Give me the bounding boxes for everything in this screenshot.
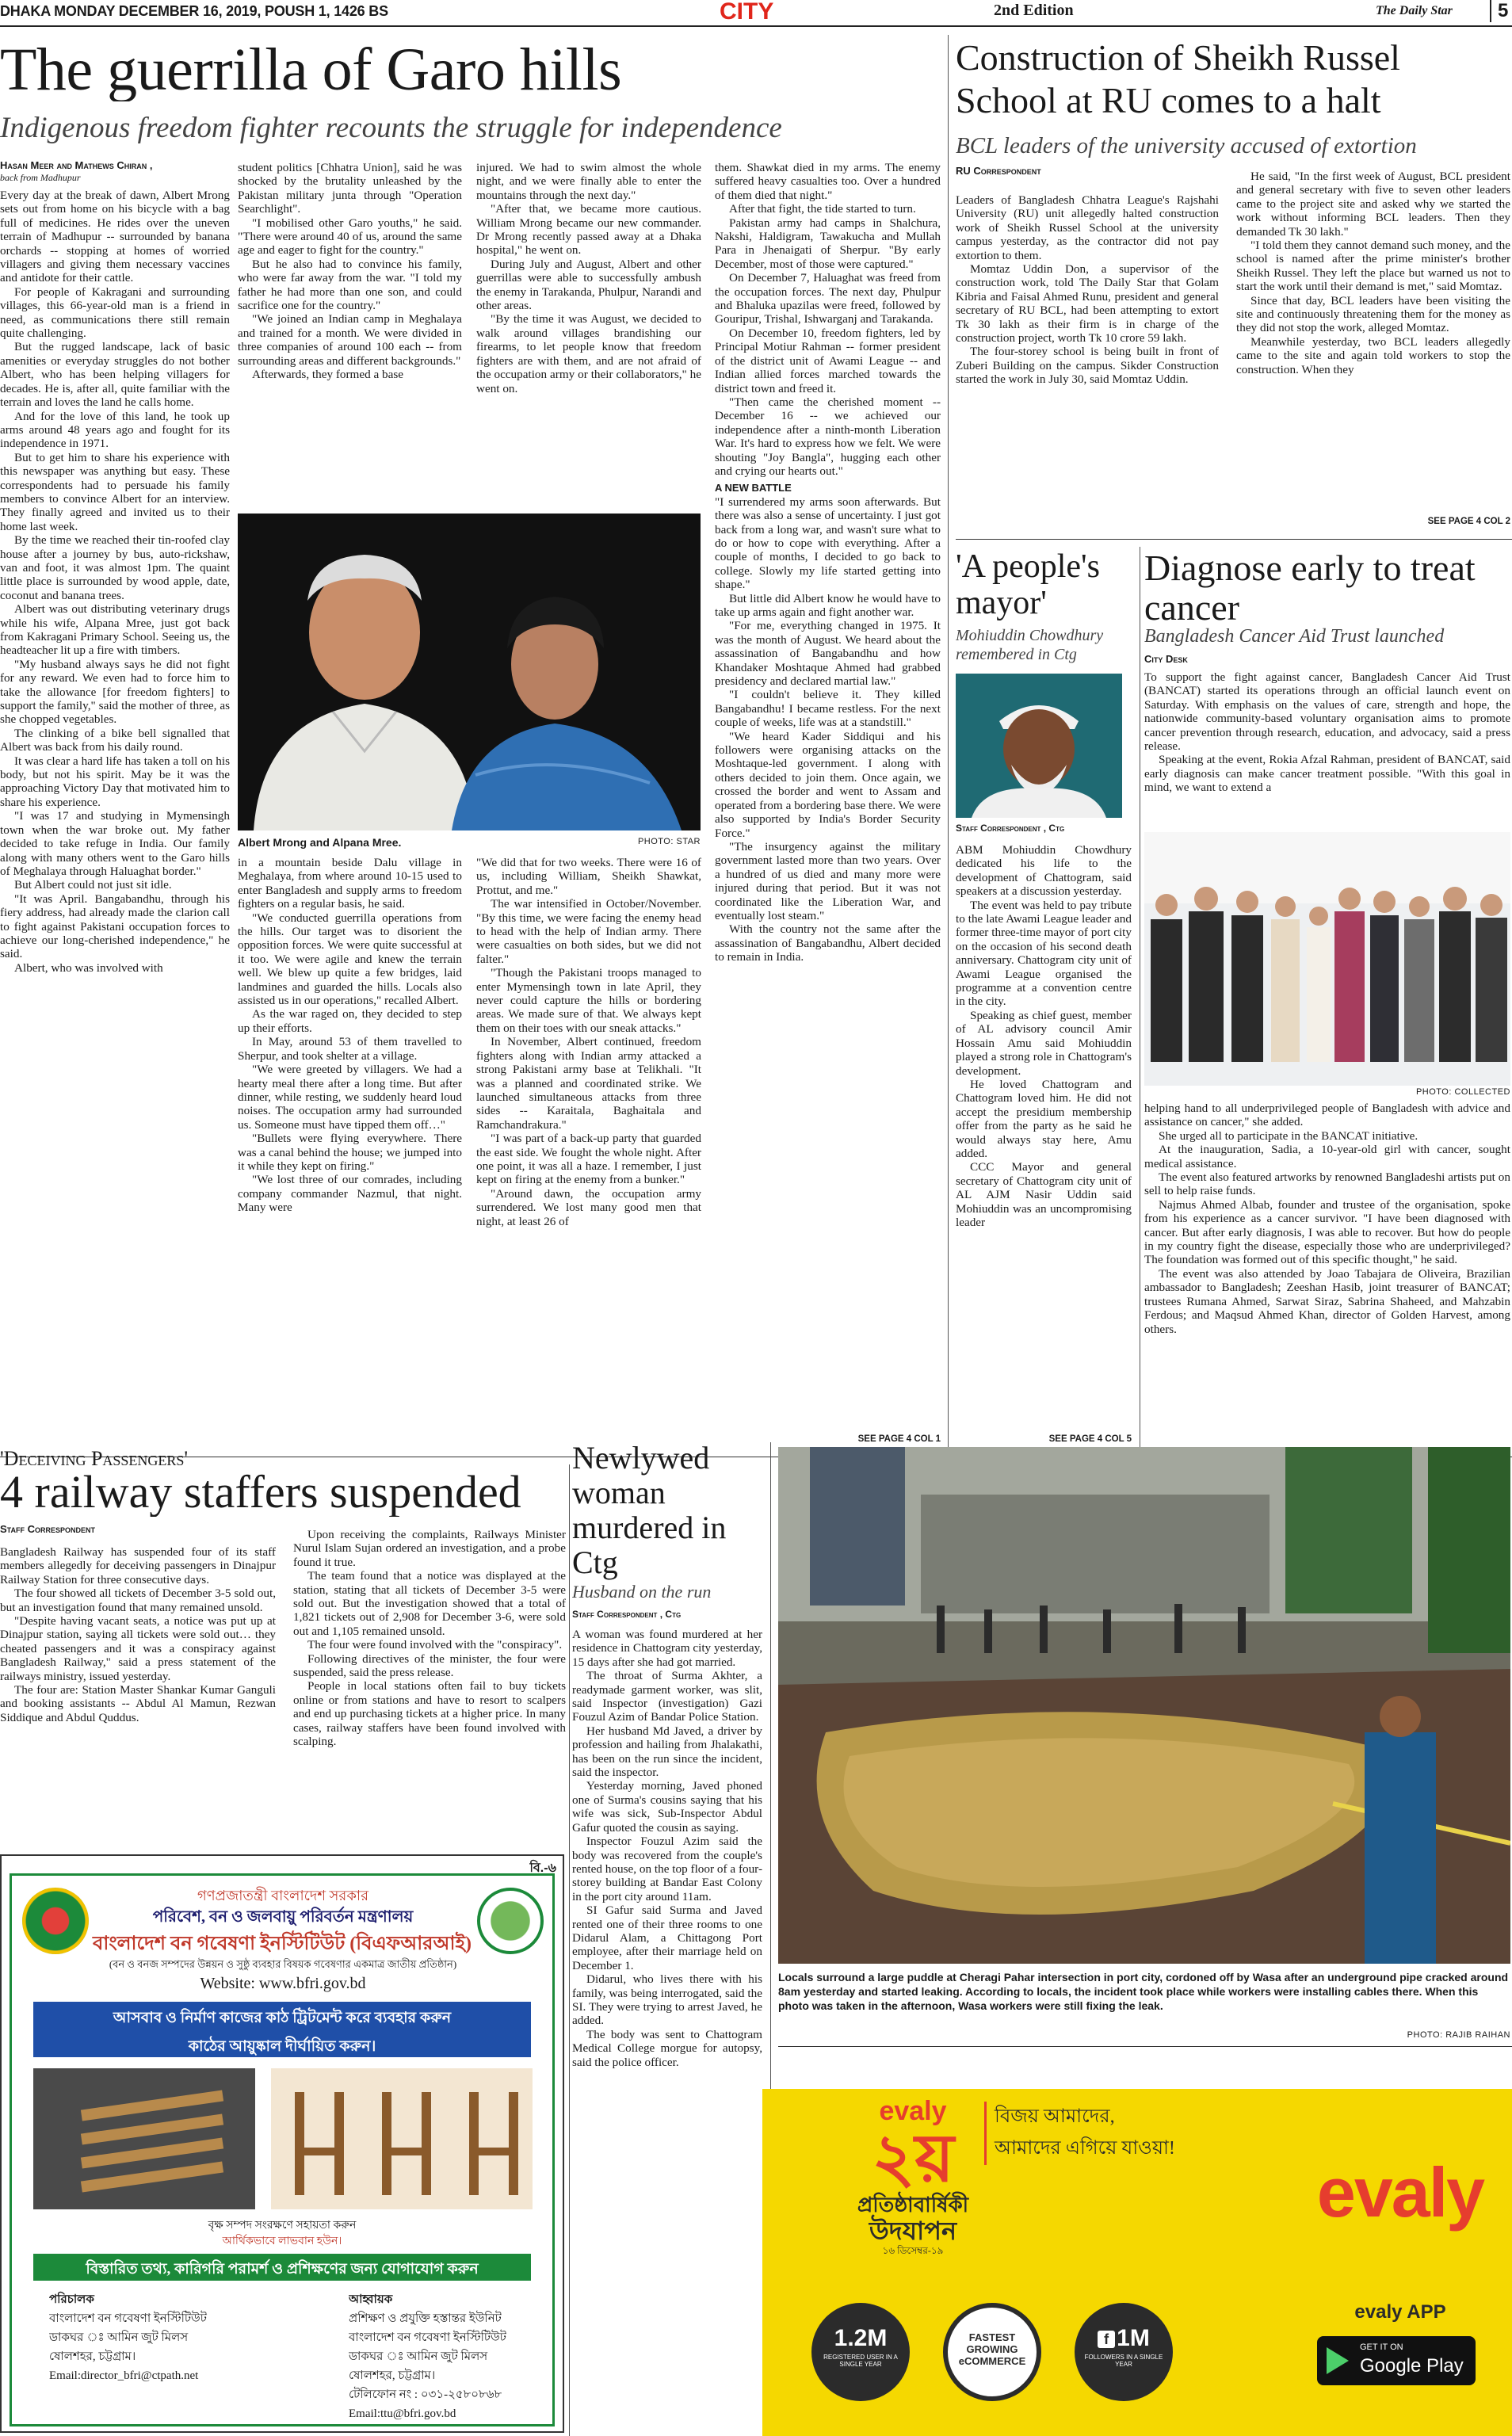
paragraph: The throat of Surma Akhter, a readymade garment worker, was slit, said Inspector (investigation) Gazi Fouzul Azim of Bandar Police Station. bbox=[572, 1669, 762, 1724]
paragraph: Albert, who was involved with bbox=[14, 960, 163, 975]
paragraph: Speaking as chief guest, member of AL advisory council Amir Hossain Amu said Mohiuddin played a strong role in Chattogram's development. bbox=[956, 1008, 1132, 1078]
evaly-stat-growth-l2: GROWING bbox=[966, 2343, 1018, 2355]
paragraph: For people of Kakragani and surrounding villages, this 66-year-old man is a friend in need, as communications there still remain quite challenging. bbox=[0, 284, 230, 341]
evaly-app-label: evaly APP bbox=[1354, 2301, 1446, 2323]
woman-byline: Staff Correspondent , Ctg bbox=[572, 1609, 682, 1620]
masthead-date: DHAKA MONDAY DECEMBER 16, 2019, POUSH 1, 1426 BS bbox=[0, 3, 388, 19]
puddle-caption: Locals surround a large puddle at Cheragi Pahar intersection in port city, cordoned off by Wasa after an underground pipe cracked around 8am yesterday and started leaking. According to locals, the incident took place while workers were installing cables there. When this photo was taken in the afternoon, Wasa workers were still fixing the leak. bbox=[778, 1971, 1509, 2012]
evaly-anniversary-badge bbox=[834, 2097, 992, 2274]
garo-photo-credit: PHOTO: STAR bbox=[637, 837, 701, 846]
bfri-left-line: ষোলশহর, চট্টগ্রাম। bbox=[49, 2350, 136, 2363]
paragraph: Albert was out distributing veterinary drugs while his wife, Alpana Mree, just got back from Kakragani Primary School. Seeing us, the headteacher lit up a fire with timbers. bbox=[0, 602, 230, 658]
masthead-section: CITY bbox=[720, 0, 774, 25]
bfri-tagline: (বন ও বনজ সম্পদের উন্নয়ন ও সুষ্ঠু ব্যবহার বিষয়ক গবেষণার একমাত্র জাতীয় প্রতিষ্ঠান) bbox=[109, 1958, 457, 1970]
paragraph: And for the love of this land, he took up arms around 48 years ago and fought for its independence in 1971. bbox=[0, 409, 230, 451]
evaly-badge-line1: প্রতিষ্ঠাবার্ষিকী bbox=[857, 2194, 969, 2216]
bfri-website[interactable]: Website: www.bfri.gov.bd bbox=[200, 1975, 366, 1992]
albert-alpana-photo bbox=[238, 514, 701, 830]
russel-col1 bbox=[956, 193, 1219, 529]
mayor-continued[interactable]: SEE PAGE 4 COL 5 bbox=[1048, 1434, 1132, 1444]
evaly-tagline-line2: আমাদের এগিয়ে যাওয়া! bbox=[995, 2138, 1175, 2159]
paragraph: Afterwards, they formed a base bbox=[252, 368, 404, 382]
railway-col1 bbox=[0, 1545, 276, 1842]
paragraph: "My husband always says he did not fight for any reward. We even had to force him to take the allowance [for freedom fighters] to support the family," said the mother of three, as she chopped vegetables. bbox=[0, 657, 230, 727]
paragraph: "I surrendered my arms soon afterwards. But there was also a sense of uncertainty. I just got back from a long war, and wasn't sure what to do or how to cope with everything. After a couple of months, I decided to go back to college. Slowly my life started getting into shape." bbox=[715, 494, 941, 592]
paragraph: In May, around 53 of them travelled to Sherpur, and took shelter at a village. bbox=[238, 1035, 462, 1063]
paragraph: He said, "In the first week of August, BCL president and general secretary with five to seven other leaders came to the project site and asked why we started the work without informing BCL leaders. Then they demanded Tk 30 lakh." bbox=[1236, 170, 1510, 239]
paragraph: At the inauguration, Sadia, a 10-year-old girl with cancer, sought medical assistance. bbox=[1144, 1143, 1510, 1170]
google-play-big: Google Play bbox=[1360, 2355, 1464, 2377]
paragraph: Didarul, who lives there with his family, was being interrogated, said the SI. They were trying to arrest Javed, he added. bbox=[572, 1972, 762, 2028]
paragraph: As the war raged on, they decided to step up their efforts. bbox=[238, 1007, 462, 1035]
paragraph: "I was part of a back-up party that guarded the east side. We fought the whole night. After one point, it was all a haze. I remember, I just kept on firing at the enemy from a bunker." bbox=[476, 1132, 701, 1187]
paragraph: Momtaz Uddin Don, a supervisor of the construction work, told The Daily Star that Golam Kibria and Faisal Ahmed Runu, president and general secretary of RU BCL, had been attempting to extort Tk 30 lakh as their firm is in charge of the construction project, worth Tk 10 crore 59 lakh. bbox=[956, 262, 1219, 346]
paragraph: Meanwhile yesterday, two BCL leaders allegedly came to the site and again told workers to stop the construction. When they bbox=[1236, 334, 1510, 376]
paragraph: The four are: Station Master Shankar Kumar Ganguli and booking assistants -- Abdul Al Mamun, Rezwan Siddique and Abdul Quddus. bbox=[0, 1683, 276, 1724]
evaly-stat-growth-l1: FASTEST bbox=[968, 2331, 1016, 2343]
paragraph: injured. We had to swim almost the whole night, and we were finally able to enter the mountains through the next day." bbox=[476, 161, 701, 202]
bfri-right-line: বাংলাদেশ বন গবেষণা ইনস্টিটিউট bbox=[349, 2331, 506, 2344]
paragraph: He loved Chattogram and Chattogram loved him. He did not accept the presidium membership offer from the party as he said he would always stay here, Amu added. bbox=[956, 1077, 1132, 1160]
evaly-badge-logo: evaly bbox=[879, 2097, 947, 2126]
facebook-icon: f bbox=[1098, 2331, 1115, 2348]
evaly-tagline-line1: বিজয় আমাদের, bbox=[995, 2106, 1115, 2127]
paragraph: In November, Albert continued, freedom fighters along with Indian army attacked a strong Pakistani army base at Telikhali. "It was a planned and coordinated strike. We launched simultaneous attacks from three sides -- Karaitala, Baghaitala and Ramchandrakura." bbox=[476, 1035, 701, 1132]
wood-illustration bbox=[33, 2068, 255, 2209]
bfri-right-line: প্রশিক্ষণ ও প্রযুক্তি হস্তান্তর ইউনিট bbox=[349, 2312, 502, 2325]
woman-headline: Newlywed woman murdered in Ctg bbox=[572, 1441, 727, 1580]
mayor-portrait bbox=[956, 674, 1122, 818]
bfri-banner bbox=[33, 2002, 531, 2057]
russel-col2 bbox=[1236, 170, 1510, 515]
paragraph: On December 7, Haluaghat was freed from the occupation forces. The next day, Phulpur and Bhaluka upazilas were freed, followed by Gouripur, Trishal, Ishwarganj and Tarakanda. bbox=[715, 271, 941, 326]
paragraph: The body was sent to Chattogram Medical College morgue for autopsy, said the police officer. bbox=[572, 2027, 762, 2069]
paragraph: SI Gafur said Surma and Javed rented one of their three rooms to one Didarul Alam, a Chittagong Port employee, after their marriage held on December 1. bbox=[572, 1903, 762, 1972]
paragraph: But to get him to share his experience with this newspaper was anything but easy. These correspondents had to persuade his family members to convince Albert for an interview. They finally agreed and invited us to their home last week. bbox=[0, 450, 230, 533]
bfri-right-head: আহ্বায়ক bbox=[349, 2293, 393, 2306]
paragraph: Speaking at the event, Rokia Afzal Rahman, president of BANCAT, said early diagnosis can make cancer treatment possible. "With this goal in mind, we want to extend a bbox=[1144, 753, 1510, 795]
bfri-banner-line1: আসবাব ও নির্মাণ কাজের কাঠ ট্রিটমেন্ট করে ব্যবহার করুন bbox=[113, 2010, 452, 2026]
paragraph: "Though the Pakistani troops managed to enter Mymensingh town in late April, they never could capture the hills or bordering areas. We made sure of that. We always kept them on their toes with our sneak attacks." bbox=[476, 966, 701, 1035]
railway-kicker: 'Deceiving Passengers' bbox=[0, 1447, 189, 1470]
evaly-stat-followers-value bbox=[1075, 2325, 1173, 2352]
google-play-button[interactable] bbox=[1317, 2336, 1476, 2385]
bfri-right-line: ষোলশহর, চট্টগ্রাম। bbox=[349, 2369, 436, 2382]
cancer-body bbox=[1144, 1102, 1510, 1450]
bfri-right-contact bbox=[349, 2290, 547, 2423]
paragraph: But Albert could not just sit idle. bbox=[14, 878, 172, 892]
paragraph: "We did that for two weeks. There were 16 of us, including William, Sheikh Shawkat, Prottut, and me." bbox=[476, 856, 701, 897]
paragraph: Leaders of Bangladesh Chhatra League's Rajshahi University (RU) unit allegedly halted construction work of Sheikh Russel School at the university campus yesterday, as the contractor did not pay extortion to them. bbox=[956, 193, 1219, 262]
paragraph: Every day at the break of dawn, Albert Mrong sets out from home on his bicycle with a bag full of medicines. He rides over the uneven terrain of Madhupur -- surrounded by banana orchards -- stopping at homes of worried villagers and giving them necessary vaccines and antidote for their cattle. bbox=[0, 189, 230, 285]
paragraph: them. Shawkat died in my arms. The enemy suffered heavy casualties too. Over a hundred of them died that night." bbox=[715, 161, 941, 202]
masthead bbox=[0, 0, 1512, 27]
paragraph: "I told them they cannot demand such money, and the school is named after the prime minister's brother Sheikh Russel. They left the place but warned us not to start the work until their demand is met," said Momtaz. bbox=[1236, 239, 1510, 294]
paragraph: During July and August, Albert and other guerrillas were able to successfully ambush the enemy in Tarakanda, Phulpur, Narandi and other areas. bbox=[476, 257, 701, 313]
paragraph: "I mobilised other Garo youths," he said. "There were around 40 of us, around the same age and eager to fight for the country." bbox=[238, 216, 462, 258]
paragraph: "I was 17 and studying in Mymensingh town when the war broke out. My father decided to take refuge in India. Our family along with many others went to the Garo hills of Meghalaya through Haluaghat border." bbox=[0, 809, 230, 878]
bfri-left-email[interactable]: Email:director_bfri@ctpath.net bbox=[49, 2369, 199, 2382]
paragraph: "We heard Kader Siddiqui and his followers were organising attacks on the Moshtaque-led government. I along with others decided to join them. Once again, we crossed the border and went to Assam and operated from a bordering base there. We were also supported by India's Border Security Force." bbox=[715, 729, 941, 840]
evaly-brand-logo: evaly bbox=[1316, 2153, 1484, 2232]
paragraph: "After that, we became more cautious. William Mrong became our new commander. Dr Mrong recently passed away at a Dhaka hospital," he went on. bbox=[476, 202, 701, 258]
paragraph: "By the time it was August, we decided to walk around villages brandishing our firearms, to let people know that freedom fighters are with them, and are not afraid of the occupation army or their collaborators," he went on. bbox=[476, 312, 701, 395]
garo-col2-top bbox=[238, 161, 462, 506]
railway-byline: Staff Correspondent bbox=[0, 1523, 96, 1535]
mayor-subhead: Mohiuddin Chowdhury remembered in Ctg bbox=[956, 627, 1104, 663]
garo-photo-caption: Albert Mrong and Alpana Mree. bbox=[238, 836, 402, 849]
mayor-headline: 'A people's mayor' bbox=[956, 548, 1100, 621]
paragraph: Najmus Ahmed Albab, founder and trustee of the organisation, spoke from his experience as a cancer survivor. "I have been diagnosed with cancer. But after early diagnosis, I was able to recover. But how do people in my country fight the disease, especially those who are underprivileged? The foundation was formed out of this specific thought," he said. bbox=[1144, 1197, 1510, 1267]
paragraph: After that fight, the tide started to turn. bbox=[729, 202, 916, 216]
paragraph: A woman was found murdered at her residence in Chattogram city yesterday, 15 days after she had got married. bbox=[572, 1628, 762, 1669]
evaly-badge-date: ১৬ ডিসেম্বর-১৯ bbox=[882, 2245, 944, 2256]
evaly-stat-followers bbox=[1075, 2303, 1173, 2401]
puddle-credit: PHOTO: RAJIB RAIHAN bbox=[1407, 2030, 1510, 2040]
paragraph: The event was held to pay tribute to the late Awami League leader and former three-time mayor of port city on the occasion of his second death anniversary. Chattogram city unit of Awami League organised the programme at a convention centre in the city. bbox=[956, 898, 1132, 1009]
evaly-badge-line2: উদযাপন bbox=[869, 2216, 957, 2245]
furniture-photo bbox=[271, 2068, 533, 2209]
evaly-advertisement[interactable] bbox=[762, 2089, 1512, 2436]
puddle-illustration bbox=[778, 1447, 1510, 1964]
cancer-event-illustration bbox=[1144, 832, 1510, 1086]
bfri-left-head: পরিচালক bbox=[49, 2293, 94, 2306]
paragraph: She urged all to participate in the BANCAT initiative. bbox=[1159, 1128, 1418, 1143]
paragraph: "Then came the cherished moment -- December 16 -- we achieved our independence after a ninth-month Liberation War. It's hard to express how we felt. We were shouting "Joy Bangla", hugging each other and crying our hearts out." bbox=[715, 395, 941, 478]
mayor-illustration bbox=[956, 674, 1122, 818]
evaly-stat-followers-label: FOLLOWERS IN A SINGLE YEAR bbox=[1084, 2354, 1163, 2368]
bfri-right-phone: টেলিফোন নং : ০৩১-২৫৮০৮৬৮ bbox=[349, 2388, 502, 2401]
albert-alpana-illustration bbox=[238, 514, 701, 830]
garo-byline-note: back from Madhupur bbox=[0, 172, 81, 183]
paragraph: "Around dawn, the occupation army surrendered. We lost many good men that night, at least 26 of bbox=[476, 1186, 701, 1228]
cancer-subhead: Bangladesh Cancer Aid Trust launched bbox=[1144, 626, 1445, 647]
cancer-byline: City Desk bbox=[1144, 653, 1188, 665]
paragraph: Yesterday morning, Javed phoned one of Surma's cousins saying that his wife was sick, Sub-Inspector Abdul Gafur quoted the cousin as saying. bbox=[572, 1779, 762, 1835]
paragraph: Her husband Md Javed, a driver by profession and hailing from Jhalakathi, has been on the run since the incident, said the inspector. bbox=[572, 1724, 762, 1780]
railway-col2 bbox=[293, 1528, 566, 1845]
bfri-left-line: ডাকঘর ঃ আমিন জুট মিলস bbox=[49, 2331, 189, 2344]
paragraph: The team found that a notice was displayed at the station, stating that all tickets of December 3-5 were sold out. But the investigation showed that a total of 1,821 tickets out of 2,908 for December 3-6, were sold out and 1,105 remained unsold. bbox=[293, 1569, 566, 1638]
garo-subhead-new-battle: A NEW BATTLE bbox=[715, 482, 792, 494]
paragraph: in a mountain beside Dalu village in Meghalaya, from where around 10-15 used to enter Bangladesh and supply arms to freedom fighters on a regular basis, he said. bbox=[238, 856, 462, 911]
treated-wood-photo bbox=[33, 2068, 255, 2209]
evaly-stat-users-label: REGISTERED USER IN A SINGLE YEAR bbox=[823, 2354, 898, 2368]
evaly-tagline bbox=[984, 2102, 1246, 2165]
garo-continued[interactable]: SEE PAGE 4 COL 1 bbox=[857, 1434, 941, 1444]
cheragi-pahar-photo bbox=[778, 1447, 1510, 1964]
paragraph: "We lost three of our comrades, including company commander Nazmul, that night. Many were bbox=[238, 1173, 462, 1215]
paragraph: Since that day, BCL leaders have been visiting the site and continuously threatening them for the money as they did not stop the work, alleged Momtaz. bbox=[1236, 293, 1510, 335]
bfri-slogan1: বৃক্ষ সম্পদ সংরক্ষণে সহায়তা করুন bbox=[208, 2220, 357, 2232]
paragraph: Inspector Fouzul Azim said the body was recovered from the couple's rented house, on the top floor of a four-storey building at Bandar East Colony in the port city around 11am. bbox=[572, 1835, 762, 1903]
bfri-left-contact bbox=[49, 2290, 279, 2385]
paragraph: "Bullets were flying everywhere. There was a canal behind the house; we jumped into it while they kept on firing." bbox=[238, 1132, 462, 1173]
paragraph: The four-storey school is being built in front of Zuberi Building on the campus. Sikder Construction started the work in July 30, said Momtaz Uddin. bbox=[956, 345, 1219, 387]
paragraph: Upon receiving the complaints, Railways Minister Nurul Islam Sujan ordered an investigation, and a probe found it true. bbox=[293, 1528, 566, 1569]
russel-subhead: BCL leaders of the university accused of extortion bbox=[956, 133, 1417, 158]
bfri-advertisement[interactable] bbox=[0, 1854, 564, 2433]
paragraph: The event also featured artworks by renowned Bangladeshi artists put on sell to help raise funds. bbox=[1144, 1170, 1510, 1198]
garo-col1 bbox=[0, 189, 230, 1452]
paragraph: "We conducted guerrilla operations from the hills. Our target was to disorient the opposition forces. We were quite successful at it too. We were agile and knew the terrain well. We blew up quite a few bridges, laid landmines and guarded the hills. Locals also assisted us in our operations," recalled Albert. bbox=[238, 911, 462, 1008]
paragraph: With the country not the same after the assassination of Bangabandhu, Albert decided to remain in India. bbox=[715, 922, 941, 964]
cancer-event-photo bbox=[1144, 832, 1510, 1086]
mayor-byline: Staff Correspondent , Ctg bbox=[956, 823, 1065, 834]
russel-byline: RU Correspondent bbox=[956, 165, 1041, 177]
garo-col3-bottom bbox=[476, 856, 701, 1450]
paragraph: "We joined an Indian camp in Meghalaya and trained for a month. We were divided in three companies of around 100 each -- from surrounding areas and different backgrounds." bbox=[238, 312, 462, 368]
paragraph: The clinking of a bike bell signalled that Albert was back from his daily round. bbox=[0, 726, 230, 754]
cancer-photo-credit: PHOTO: COLLECTED bbox=[1415, 1087, 1510, 1097]
bfri-banner-line2: কাঠের আয়ুষ্কাল দীর্ঘায়িত করুন। bbox=[188, 2038, 376, 2055]
railway-headline: 4 railway staffers suspended bbox=[0, 1468, 521, 1517]
paragraph: "Despite having vacant seats, a notice was put up at Dinajpur station, saying all tickets were sold out… they cheated passengers and it was a conspiracy against Bangladesh Railway," said a press statement of the railways ministry, issued yesterday. bbox=[0, 1614, 276, 1683]
masthead-page-number: 5 bbox=[1490, 0, 1508, 22]
woman-body bbox=[572, 1628, 762, 2433]
bfri-gov: গণপ্রজাতন্ত্রী বাংলাদেশ সরকার bbox=[197, 1888, 369, 1903]
paragraph: On December 10, freedom fighters, led by Principal Motiur Rahman -- former president of the district unit of Awami League -- and Indian allied forces marched towards the district town and freed it. bbox=[715, 326, 941, 395]
garo-subhead: Indigenous freedom fighter recounts the struggle for independence bbox=[0, 113, 782, 144]
garo-headline: The guerrilla of Garo hills bbox=[0, 38, 622, 101]
garo-col4 bbox=[715, 161, 941, 1429]
garo-col2-bottom bbox=[238, 856, 462, 1450]
bfri-logo-icon bbox=[477, 1888, 544, 1954]
mayor-body bbox=[956, 843, 1132, 1430]
garo-col3-top bbox=[476, 161, 701, 506]
paragraph: The event was also attended by Joao Tabajara de Oliveira, Brazilian ambassador to Bangladesh; Zeeshan Hasib, joint treasurer of BANCAT; trustees Rumana Ahmed, Sarwat Siraz, Sabrina Shaheed, and Mahzabin Ferdous; and Maqsud Ahmed Khan, director of Golden Harvest, among others. bbox=[1144, 1266, 1510, 1336]
chairs-illustration bbox=[271, 2068, 533, 2209]
masthead-paper: The Daily Star bbox=[1376, 4, 1453, 17]
bfri-institute: বাংলাদেশ বন গবেষণা ইনস্টিটিউট (বিএফআরআই) bbox=[93, 1934, 472, 1954]
paragraph: "I couldn't believe it. They killed Bangabandhu! I became restless. For the next couple of weeks, life was at a standstill." bbox=[715, 688, 941, 730]
bfri-slogan2: আর্থিকভাবে লাভবান হউন। bbox=[222, 2236, 342, 2247]
garo-byline: Hasan Meer and Mathews Chiran , bbox=[0, 159, 153, 171]
paragraph: The four showed all tickets of December 3-5 sold out, but an investigation found that many remained unsold. bbox=[0, 1586, 276, 1614]
masthead-edition: 2nd Edition bbox=[994, 2, 1074, 19]
bfri-right-line: ডাকঘর ঃ আমিন জুট মিলস bbox=[349, 2350, 488, 2363]
bfri-ministry: পরিবেশ, বন ও জলবায়ু পরিবর্তন মন্ত্রণালয় bbox=[152, 1908, 414, 1926]
evaly-stat-users bbox=[811, 2303, 910, 2401]
paragraph: "It was April. Bangabandhu, through his fiery address, had already made the clarion call to fight against Pakistani occupation forces to achieve our long-cherished independence," he said. bbox=[0, 892, 230, 961]
evaly-stat-followers-number: 1M bbox=[1117, 2325, 1150, 2351]
paragraph: student politics [Chhatra Union], said he was shocked by the brutality unleashed by the Pakistan military junta through "Operation Searchlight". bbox=[238, 161, 462, 216]
paragraph: "For me, everything changed in 1975. It was the month of August. We heard about the assassination of Bangabandhu and how Khandaker Moshtaque Ahmed had grabbed presidency and declared martial law." bbox=[715, 619, 941, 689]
bfri-right-email[interactable]: Email:ttu@bfri.gov.bd bbox=[349, 2407, 456, 2420]
google-play-small: GET IT ON bbox=[1360, 2342, 1403, 2352]
russel-headline: Construction of Sheikh Russel School at RU comes to a halt bbox=[956, 37, 1400, 120]
google-play-icon bbox=[1327, 2347, 1349, 2374]
paragraph: Pakistan army had camps in Shalchura, Nakshi, Haldigram, Tawakucha and Mullah Para in Jhenaigati of Sherpur. "By early December, most of those were captured." bbox=[715, 216, 941, 271]
paragraph: CCC Mayor and general secretary of Chattogram city unit of AL AJM Nasir Uddin said Mohiuddin was an uncompromising leader bbox=[956, 1160, 1132, 1229]
paragraph: People in local stations often fail to buy tickets online or from stations and have to resort to scalpers and end up purchasing tickets at a higher price. In many cases, railway staffers have been found involved with scalping. bbox=[293, 1679, 566, 1749]
paragraph: The war intensified in October/November. "By this time, we were facing the enemy head to head with the help of Indian army. There were casualties on both sides, but we did not falter." bbox=[476, 897, 701, 966]
cancer-intro bbox=[1144, 670, 1510, 830]
evaly-badge-number: ২য় bbox=[871, 2122, 955, 2196]
paragraph: "We were greeted by villagers. We had a hearty meal there after a long time. But after dinner, while resting, we suddenly heard loud noises. The occupation army had surrounded us. Someone must have tipped them off…" bbox=[238, 1063, 462, 1132]
paragraph: But the rugged landscape, lack of basic amenities or everyday struggles do not bother Albert, who has been helping villagers for decades. He is, after all, quite familiar with the terrain and loves the land he calls home. bbox=[0, 340, 230, 410]
paragraph: Following directives of the minister, the four were suspended, said the press release. bbox=[293, 1651, 566, 1680]
bfri-left-line: বাংলাদেশ বন গবেষণা ইনস্টিটিউট bbox=[49, 2312, 207, 2325]
paragraph: "The insurgency against the military government lasted more than two years. Over a hundred of us died and many more were injured during that period. But it was not coordinated like the Liberation War, and eventually lost steam." bbox=[715, 839, 941, 922]
bfri-ad-code: বি.-৬ bbox=[529, 1861, 556, 1875]
evaly-stat-growth-l3: eCOMMERCE bbox=[958, 2355, 1026, 2367]
cancer-headline: Diagnose early to treat cancer bbox=[1144, 548, 1476, 628]
paragraph: But he also had to convince his family, who were far away from the war. "I told my father he had more than one son, and could sacrifice one for the country." bbox=[238, 257, 462, 313]
bfri-contact-banner: বিস্তারিত তথ্য, কারিগরি পরামর্শ ও প্রশিক্ষণের জন্য যোগাযোগ করুন bbox=[33, 2254, 531, 2281]
paragraph: It was clear a hard life has taken a toll on his body, but not his spirit. May be it was the approaching Victory Day that motivated him to share his experience. bbox=[0, 754, 230, 809]
paragraph: ABM Mohiuddin Chowdhury dedicated his life to the development of Chattogram, said speakers at a discussion yesterday. bbox=[956, 843, 1132, 899]
paragraph: helping hand to all underprivileged people of Bangladesh with advice and assistance on cancer," she added. bbox=[1144, 1102, 1510, 1129]
paragraph: Bangladesh Railway has suspended four of its staff members allegedly for deceiving passengers in Dinajpur Railway Station for three consecutive days. bbox=[0, 1545, 276, 1586]
gov-emblem-icon bbox=[22, 1888, 89, 1954]
woman-subhead: Husband on the run bbox=[572, 1582, 712, 1602]
paragraph: To support the fight against cancer, Bangladesh Cancer Aid Trust (BANCAT) started its operations through an official launch event on Saturday. With emphasis on the values of care, strength and hope, the nationwide community-based voluntary organisation aims to promote cancer prevention through research, education, and advocacy, said a press release. bbox=[1144, 670, 1510, 754]
paragraph: The four were found involved with the "conspiracy". bbox=[307, 1638, 563, 1652]
evaly-stat-growth bbox=[943, 2303, 1041, 2401]
paragraph: But little did Albert know he would have to take up arms again and fight another war. bbox=[715, 591, 941, 619]
paragraph: By the time we reached their tin-roofed clay house after a journey by bus, auto-rickshaw, van and foot, it was almost 1pm. The quaint little place is surrounded by wood apple, date, coconut and banana trees. bbox=[0, 533, 230, 602]
russel-continued[interactable]: SEE PAGE 4 COL 2 bbox=[1427, 517, 1510, 526]
evaly-stat-users-value: 1.2M bbox=[834, 2325, 888, 2351]
